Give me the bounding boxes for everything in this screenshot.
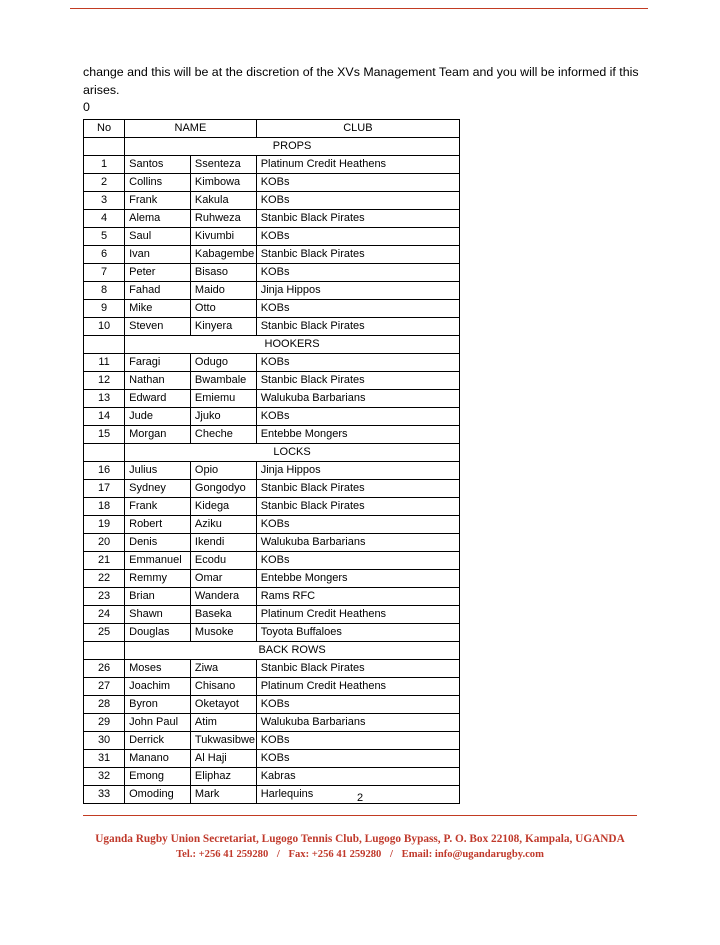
cell-no: 17 <box>84 479 125 497</box>
page-number: 2 <box>356 792 364 804</box>
footer-email: Email: info@ugandarugby.com <box>401 849 544 861</box>
cell-last-name: Oketayot <box>190 695 256 713</box>
cell-club: Entebbe Mongers <box>256 569 459 587</box>
cell-club: Walukuba Barbarians <box>256 533 459 551</box>
table-header <box>84 119 460 137</box>
table-row <box>84 353 460 371</box>
table-row <box>84 371 460 389</box>
cell-club: Entebbe Mongers <box>256 425 459 443</box>
table-row <box>84 767 460 785</box>
cell-club: Jinja Hippos <box>256 281 459 299</box>
cell-no: 27 <box>84 677 125 695</box>
table-row <box>84 461 460 479</box>
cell-no: 30 <box>84 731 125 749</box>
table-row <box>84 407 460 425</box>
cell-first-name: Byron <box>125 695 191 713</box>
cell-club: Walukuba Barbarians <box>256 713 459 731</box>
cell-club: Jinja Hippos <box>256 461 459 479</box>
cell-club: Walukuba Barbarians <box>256 389 459 407</box>
cell-first-name: Joachim <box>125 677 191 695</box>
section-title: HOOKERS <box>125 335 460 353</box>
cell-no: 23 <box>84 587 125 605</box>
table-row <box>84 695 460 713</box>
section-heading-row <box>84 137 460 155</box>
cell-first-name: Denis <box>125 533 191 551</box>
cell-first-name: John Paul <box>125 713 191 731</box>
cell-club: Stanbic Black Pirates <box>256 317 459 335</box>
cell-no: 24 <box>84 605 125 623</box>
cell-club: Stanbic Black Pirates <box>256 497 459 515</box>
footer-fax: Fax: +256 41 259280 <box>288 849 382 861</box>
cell-no: 25 <box>84 623 125 641</box>
cell-club: KOBs <box>256 263 459 281</box>
cell-no: 26 <box>84 659 125 677</box>
section-heading-row <box>84 641 460 659</box>
cell-last-name: Opio <box>190 461 256 479</box>
cell-first-name: Saul <box>125 227 191 245</box>
cell-no: 28 <box>84 695 125 713</box>
table-row <box>84 209 460 227</box>
table-row <box>84 245 460 263</box>
table-row <box>84 479 460 497</box>
cell-last-name: Bisaso <box>190 263 256 281</box>
cell-first-name: Omoding <box>125 785 191 803</box>
cell-first-name: Frank <box>125 497 191 515</box>
cell-first-name: Morgan <box>125 425 191 443</box>
cell-first-name: Faragi <box>125 353 191 371</box>
cell-club: Kabras <box>256 767 459 785</box>
cell-first-name: Manano <box>125 749 191 767</box>
player-roster-table <box>83 119 460 804</box>
cell-last-name: Atim <box>190 713 256 731</box>
cell-last-name: Gongodyo <box>190 479 256 497</box>
cell-no: 5 <box>84 227 125 245</box>
cell-no: 3 <box>84 191 125 209</box>
cell-no: 15 <box>84 425 125 443</box>
cell-club: Rams RFC <box>256 587 459 605</box>
table-row <box>84 623 460 641</box>
cell-last-name: Chisano <box>190 677 256 695</box>
cell-last-name: Wandera <box>190 587 256 605</box>
cell-first-name: Shawn <box>125 605 191 623</box>
table-row <box>84 425 460 443</box>
cell-first-name: Moses <box>125 659 191 677</box>
cell-first-name: Collins <box>125 173 191 191</box>
cell-first-name: Nathan <box>125 371 191 389</box>
cell-club: Platinum Credit Heathens <box>256 605 459 623</box>
cell-club: KOBs <box>256 299 459 317</box>
cell-last-name: Bwambale <box>190 371 256 389</box>
table-row <box>84 155 460 173</box>
stray-zero-line: 0 <box>83 100 90 115</box>
cell-first-name: Alema <box>125 209 191 227</box>
cell-club: KOBs <box>256 731 459 749</box>
table-row <box>84 173 460 191</box>
cell-last-name: Otto <box>190 299 256 317</box>
cell-last-name: Al Haji <box>190 749 256 767</box>
cell-first-name: Julius <box>125 461 191 479</box>
cell-club: KOBs <box>256 353 459 371</box>
cell-no: 19 <box>84 515 125 533</box>
cell-first-name: Robert <box>125 515 191 533</box>
cell-first-name: Mike <box>125 299 191 317</box>
cell-no: 33 <box>84 785 125 803</box>
table-row <box>84 227 460 245</box>
cell-first-name: Fahad <box>125 281 191 299</box>
cell-last-name: Omar <box>190 569 256 587</box>
cell-club: KOBs <box>256 191 459 209</box>
header-no: No <box>84 119 125 137</box>
cell-first-name: Ivan <box>125 245 191 263</box>
cell-no: 16 <box>84 461 125 479</box>
cell-last-name: Aziku <box>190 515 256 533</box>
cell-no: 7 <box>84 263 125 281</box>
cell-no: 2 <box>84 173 125 191</box>
cell-last-name: Kakula <box>190 191 256 209</box>
cell-last-name: Ikendi <box>190 533 256 551</box>
table-row <box>84 281 460 299</box>
cell-first-name: Edward <box>125 389 191 407</box>
cell-club: KOBs <box>256 749 459 767</box>
table-row <box>84 191 460 209</box>
cell-last-name: Ssenteza <box>190 155 256 173</box>
cell-last-name: Ecodu <box>190 551 256 569</box>
footer-tel: Tel.: +256 41 259280 <box>176 849 269 861</box>
cell-last-name: Eliphaz <box>190 767 256 785</box>
table-row <box>84 587 460 605</box>
table-row <box>84 497 460 515</box>
cell-no: 20 <box>84 533 125 551</box>
cell-no: 31 <box>84 749 125 767</box>
cell-club: Stanbic Black Pirates <box>256 209 459 227</box>
page-content <box>83 64 641 804</box>
cell-last-name: Ruhweza <box>190 209 256 227</box>
section-title: BACK ROWS <box>125 641 460 659</box>
cell-no: 6 <box>84 245 125 263</box>
table-row <box>84 533 460 551</box>
cell-no: 9 <box>84 299 125 317</box>
cell-first-name: Douglas <box>125 623 191 641</box>
section-title: PROPS <box>125 137 460 155</box>
table-row <box>84 605 460 623</box>
cell-club: KOBs <box>256 227 459 245</box>
cell-last-name: Jjuko <box>190 407 256 425</box>
table-row <box>84 299 460 317</box>
cell-club: Stanbic Black Pirates <box>256 479 459 497</box>
cell-club: KOBs <box>256 551 459 569</box>
cell-club: Platinum Credit Heathens <box>256 677 459 695</box>
cell-club: Stanbic Black Pirates <box>256 371 459 389</box>
section-heading-row <box>84 335 460 353</box>
cell-no: 8 <box>84 281 125 299</box>
cell-club: Stanbic Black Pirates <box>256 245 459 263</box>
footer-contacts <box>0 847 720 862</box>
table-row <box>84 569 460 587</box>
section-blank-cell <box>84 137 125 155</box>
table-row <box>84 713 460 731</box>
table-row <box>84 731 460 749</box>
cell-no: 29 <box>84 713 125 731</box>
cell-no: 10 <box>84 317 125 335</box>
cell-last-name: Musoke <box>190 623 256 641</box>
cell-last-name: Kimbowa <box>190 173 256 191</box>
footer-separator-1: / <box>276 849 280 861</box>
table-row <box>84 317 460 335</box>
footer-separator-2: / <box>390 849 393 861</box>
cell-last-name: Kabagembe <box>190 245 256 263</box>
cell-club: Platinum Credit Heathens <box>256 155 459 173</box>
table-body <box>84 137 460 803</box>
section-blank-cell <box>84 335 125 353</box>
table-row <box>84 677 460 695</box>
cell-first-name: Brian <box>125 587 191 605</box>
footer-rule <box>83 815 637 816</box>
section-title: LOCKS <box>125 443 460 461</box>
table-row <box>84 389 460 407</box>
cell-no: 1 <box>84 155 125 173</box>
cell-first-name: Sydney <box>125 479 191 497</box>
cell-last-name: Baseka <box>190 605 256 623</box>
table-row <box>84 749 460 767</box>
intro-paragraph: change and this will be at the discretion of the XVs Management Team and you will be informed if this arises. <box>83 65 639 97</box>
cell-first-name: Peter <box>125 263 191 281</box>
cell-last-name: Odugo <box>190 353 256 371</box>
cell-club: Stanbic Black Pirates <box>256 659 459 677</box>
cell-no: 18 <box>84 497 125 515</box>
cell-no: 22 <box>84 569 125 587</box>
cell-no: 32 <box>84 767 125 785</box>
cell-last-name: Emiemu <box>190 389 256 407</box>
cell-club: KOBs <box>256 173 459 191</box>
cell-club: KOBs <box>256 407 459 425</box>
table-header-row <box>84 119 460 137</box>
cell-first-name: Derrick <box>125 731 191 749</box>
footer-address: Uganda Rugby Union Secretariat, Lugogo Tennis Club, Lugogo Bypass, P. O. Box 22108, Kampala, UGANDA <box>95 833 625 845</box>
cell-no: 4 <box>84 209 125 227</box>
cell-last-name: Kidega <box>190 497 256 515</box>
cell-last-name: Tukwasibwe <box>190 731 256 749</box>
header-name: NAME <box>125 119 257 137</box>
cell-club: KOBs <box>256 695 459 713</box>
cell-first-name: Santos <box>125 155 191 173</box>
header-club: CLUB <box>256 119 459 137</box>
cell-no: 14 <box>84 407 125 425</box>
cell-club: Harlequins <box>256 785 459 803</box>
cell-last-name: Ziwa <box>190 659 256 677</box>
cell-club: KOBs <box>256 515 459 533</box>
cell-first-name: Emong <box>125 767 191 785</box>
cell-no: 13 <box>84 389 125 407</box>
section-blank-cell <box>84 443 125 461</box>
page-footer <box>0 831 720 863</box>
table-row <box>84 263 460 281</box>
cell-no: 11 <box>84 353 125 371</box>
cell-club: Toyota Buffaloes <box>256 623 459 641</box>
cell-first-name: Steven <box>125 317 191 335</box>
cell-last-name: Maido <box>190 281 256 299</box>
cell-first-name: Emmanuel <box>125 551 191 569</box>
cell-last-name: Kinyera <box>190 317 256 335</box>
cell-first-name: Frank <box>125 191 191 209</box>
cell-last-name: Cheche <box>190 425 256 443</box>
section-heading-row <box>84 443 460 461</box>
cell-no: 12 <box>84 371 125 389</box>
table-row <box>84 551 460 569</box>
cell-first-name: Jude <box>125 407 191 425</box>
cell-no: 21 <box>84 551 125 569</box>
cell-last-name: Kivumbi <box>190 227 256 245</box>
table-row <box>84 515 460 533</box>
cell-last-name: Mark <box>190 785 256 803</box>
section-blank-cell <box>84 641 125 659</box>
table-row <box>84 659 460 677</box>
header-rule <box>70 8 648 9</box>
cell-first-name: Remmy <box>125 569 191 587</box>
